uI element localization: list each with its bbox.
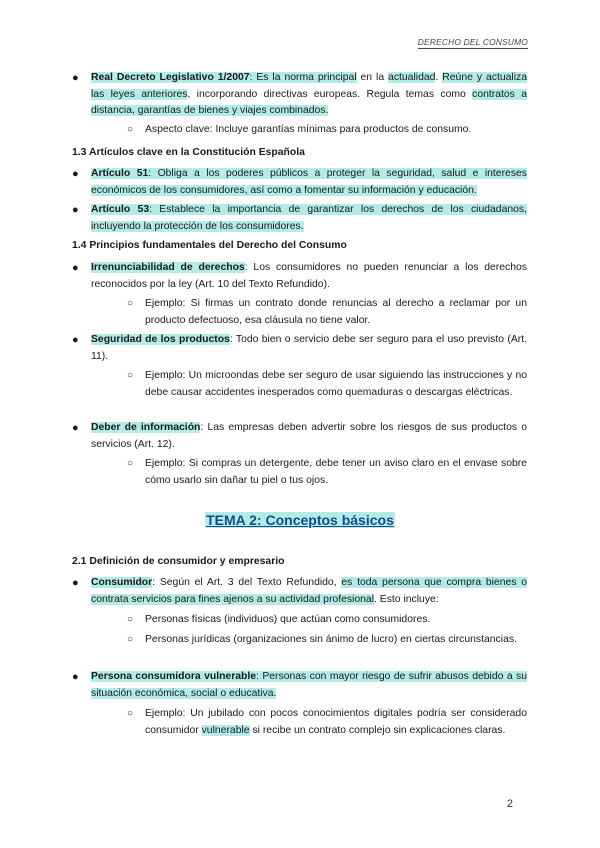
circle-bullet-icon: ○ bbox=[127, 370, 134, 381]
highlight: es toda persona que compra bienes o contrata servicios para fines ajenos a su actividad profesional bbox=[91, 577, 527, 605]
text: : Obliga a los poderes públicos a proteger la seguridad, salud e intereses económicos de los consumidores, así como a fomentar su información y educación. bbox=[91, 168, 527, 196]
key-term: Artículo 51 bbox=[91, 168, 149, 179]
key-term: Seguridad de los productos bbox=[91, 334, 230, 345]
highlight: vulnerable bbox=[201, 724, 250, 736]
text: : Personas con mayor riesgo de sufrir abusos debido a su situación económica, social o educativa. bbox=[91, 671, 527, 699]
key-term: Real Decreto Legislativo 1/2007 bbox=[91, 72, 250, 83]
circle-bullet-icon: ○ bbox=[127, 614, 134, 625]
bullet-icon: ● bbox=[72, 671, 79, 683]
bullet-icon: ● bbox=[72, 204, 79, 216]
bullet-icon: ● bbox=[72, 334, 79, 346]
list-item-articulo-53 bbox=[72, 202, 527, 235]
circle-bullet-icon: ○ bbox=[127, 124, 134, 135]
bullet-icon: ● bbox=[72, 262, 79, 274]
sub-item-personas-fisicas bbox=[127, 612, 527, 629]
text: si recibe un contrato complejo sin explicaciones claras. bbox=[249, 724, 506, 736]
list-item-vulnerable bbox=[72, 669, 527, 702]
text: : Establece la importancia de garantizar los derechos de los ciudadanos, incluyendo la protección de los consumidores. bbox=[91, 204, 527, 232]
text: en la bbox=[356, 72, 389, 83]
running-header: DERECHO DEL CONSUMO bbox=[417, 37, 528, 47]
text: Aspecto clave: Incluye garantías mínimas para productos de consumo. bbox=[145, 124, 472, 135]
list-item-real-decreto bbox=[72, 70, 527, 120]
bullet-icon: ● bbox=[72, 577, 79, 589]
section-heading-1-4: 1.4 Principios fundamentales del Derecho del Consumo bbox=[72, 240, 347, 251]
text: : Las empresas deben advertir sobre los riesgos de sus productos o servicios (Art. 12). bbox=[91, 422, 527, 450]
section-heading-2-1: 2.1 Definición de consumidor y empresario bbox=[72, 556, 285, 567]
bullet-icon: ● bbox=[72, 72, 79, 84]
key-term: Persona consumidora vulnerable bbox=[91, 671, 257, 682]
key-term: Irrenunciabilidad de derechos bbox=[91, 262, 245, 273]
text: : Según el Art. 3 del Texto Refundido, bbox=[152, 577, 342, 588]
tema-title-wrapper bbox=[0, 512, 600, 528]
text: Ejemplo: Un microondas debe ser seguro de usar siguiendo las instrucciones y no debe causar accidentes inesperados como quemaduras o descargas eléctricas. bbox=[145, 370, 527, 398]
highlight: norma principal bbox=[284, 72, 357, 83]
highlight: actualidad bbox=[388, 72, 436, 83]
text: Ejemplo: Si compras un detergente, debe tener un aviso claro en el envase sobre cómo usarlo sin dañar tu piel o tus ojos. bbox=[145, 458, 527, 486]
sub-item-ejemplo bbox=[127, 296, 527, 329]
bullet-icon: ● bbox=[72, 422, 79, 434]
sub-item-personas-juridicas bbox=[127, 632, 527, 649]
page-number: 2 bbox=[506, 798, 513, 810]
list-item-seguridad bbox=[72, 332, 527, 365]
text: : Los consumidores no pueden renunciar a los derechos reconocidos por la ley (Art. 10 del Texto Refundido). bbox=[91, 262, 527, 290]
sub-item-ejemplo bbox=[127, 456, 527, 489]
text: Ejemplo: Un jubilado con pocos conocimientos digitales podría ser considerado consumidor bbox=[145, 708, 527, 736]
section-heading-1-3: 1.3 Artículos clave en la Constitución Española bbox=[72, 147, 305, 158]
highlight: contratos a distancia, garantías de bienes y viajes combinados. bbox=[91, 88, 527, 116]
list-item-irrenunciabilidad bbox=[72, 260, 527, 293]
text: Personas físicas (individuos) que actúan como consumidores. bbox=[145, 614, 431, 625]
sub-item-ejemplo bbox=[127, 368, 527, 401]
list-item-consumidor bbox=[72, 575, 527, 608]
highlight: Reúne y actualiza las leyes anteriores bbox=[91, 72, 527, 100]
circle-bullet-icon: ○ bbox=[127, 298, 134, 309]
key-term: Artículo 53 bbox=[91, 204, 150, 215]
text: Personas jurídicas (organizaciones sin ánimo de lucro) en ciertas circunstancias. bbox=[145, 634, 517, 645]
text: : Es la bbox=[249, 72, 285, 83]
sub-item-ejemplo bbox=[127, 706, 527, 739]
bullet-icon: ● bbox=[72, 168, 79, 180]
text: Ejemplo: Si firmas un contrato donde renuncias al derecho a reclamar por un producto defectuoso, esa cláusula no tiene valor. bbox=[145, 298, 527, 326]
key-term: Deber de información bbox=[91, 422, 201, 433]
text: , incorporando directivas europeas. Regula temas como bbox=[187, 88, 473, 100]
list-item-articulo-51 bbox=[72, 166, 527, 199]
text: . Esto incluye: bbox=[374, 593, 439, 605]
list-item-informacion bbox=[72, 420, 527, 453]
text: . bbox=[435, 72, 443, 83]
circle-bullet-icon: ○ bbox=[127, 708, 134, 719]
key-term: Consumidor bbox=[91, 577, 153, 588]
text: : Todo bien o servicio debe ser seguro para el uso previsto (Art. 11). bbox=[91, 334, 527, 362]
circle-bullet-icon: ○ bbox=[127, 458, 134, 469]
tema-title: TEMA 2: Conceptos básicos bbox=[206, 512, 394, 528]
circle-bullet-icon: ○ bbox=[127, 634, 134, 645]
sub-item-aspecto bbox=[127, 122, 527, 139]
